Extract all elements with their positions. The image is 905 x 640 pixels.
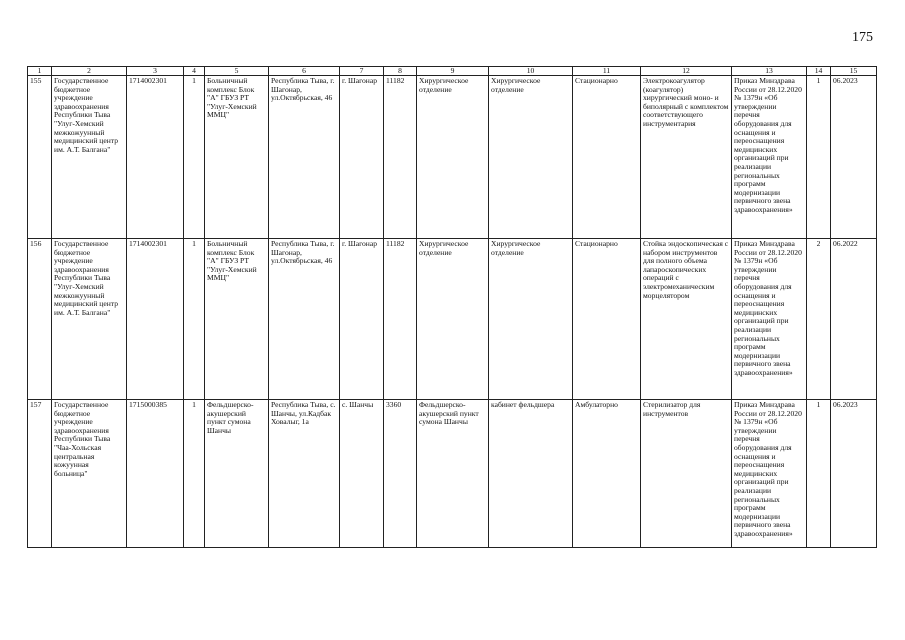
care-type-cell: Амбулаторно: [573, 400, 641, 548]
address-cell: Республика Тыва, г. Шагонар, ул.Октябрьская, 46: [269, 239, 340, 400]
organization-cell: Государственное бюджетное учреждение здравоохранения Республики Тыва "Улуг-Хемский межкожуунный медицинский центр им. А.Т. Балгана": [52, 239, 127, 400]
column-number: 7: [340, 67, 384, 76]
date-cell: 06.2023: [831, 400, 877, 548]
code-cell: 1714002301: [127, 76, 184, 239]
quantity-cell: 2: [807, 239, 831, 400]
column-number: 5: [205, 67, 269, 76]
col4-cell: 1: [184, 400, 205, 548]
date-cell: 06.2023: [831, 76, 877, 239]
equipment-cell: Стойка эндоскопическая с набором инструментов для полного объема лапароскопических операций с электромеханическим морцелятором: [641, 239, 732, 400]
col4-cell: 1: [184, 76, 205, 239]
column-number: 4: [184, 67, 205, 76]
department-cell: Хирургическое отделение: [417, 239, 489, 400]
column-number: 9: [417, 67, 489, 76]
date-cell: 06.2022: [831, 239, 877, 400]
column-number: 10: [489, 67, 573, 76]
row-number-cell: 157: [28, 400, 52, 548]
column-number: 8: [384, 67, 417, 76]
code-cell: 1715000385: [127, 400, 184, 548]
equipment-cell: Стерилизатор для инструментов: [641, 400, 732, 548]
city-cell: г. Шагонар: [340, 239, 384, 400]
column-number: 1: [28, 67, 52, 76]
care-type-cell: Стационарно: [573, 76, 641, 239]
order-cell: Приказ Минздрава России от 28.12.2020 № 1379н «Об утверждении перечня оборудования для оснащения и переоснащения медицинских организаций при реализации региональных программ модернизации первичного звена здравоохранения»: [732, 400, 807, 548]
city-cell: с. Шанчы: [340, 400, 384, 548]
department-cell: Фельдшерско-акушерский пункт сумона Шанчы: [417, 400, 489, 548]
address-cell: Республика Тыва, с. Шанчы, ул.Кадбак Ховалыг, 1а: [269, 400, 340, 548]
column-number: 3: [127, 67, 184, 76]
column-number: 15: [831, 67, 877, 76]
table-row: [28, 400, 877, 548]
column-number: 13: [732, 67, 807, 76]
quantity-cell: 1: [807, 76, 831, 239]
postcode-cell: 11182: [384, 76, 417, 239]
column-number: 6: [269, 67, 340, 76]
order-cell: Приказ Минздрава России от 28.12.2020 № 1379н «Об утверждении перечня оборудования для оснащения и переоснащения медицинских организаций при реализации региональных программ модернизации первичного звена здравоохранения»: [732, 239, 807, 400]
building-cell: Больничный комплекс Блок "А" ГБУЗ РТ "Улуг-Хемский ММЦ": [205, 239, 269, 400]
postcode-cell: 11182: [384, 239, 417, 400]
equipment-registry-table: [27, 66, 877, 548]
organization-cell: Государственное бюджетное учреждение здравоохранения Республики Тыва "Улуг-Хемский межкожуунный медицинский центр им. А.Т. Балгана": [52, 76, 127, 239]
column-number: 14: [807, 67, 831, 76]
care-type-cell: Стационарно: [573, 239, 641, 400]
col4-cell: 1: [184, 239, 205, 400]
row-number-cell: 155: [28, 76, 52, 239]
column-number: 11: [573, 67, 641, 76]
quantity-cell: 1: [807, 400, 831, 548]
city-cell: г. Шагонар: [340, 76, 384, 239]
column-number: 2: [52, 67, 127, 76]
building-cell: Больничный комплекс Блок "А" ГБУЗ РТ "Улуг-Хемский ММЦ": [205, 76, 269, 239]
unit-cell: Хирургическое отделение: [489, 76, 573, 239]
department-cell: Хирургическое отделение: [417, 76, 489, 239]
code-cell: 1714002301: [127, 239, 184, 400]
unit-cell: кабинет фельдшера: [489, 400, 573, 548]
building-cell: Фельдшерско-акушерский пункт сумона Шанчы: [205, 400, 269, 548]
page-number: 175: [852, 30, 873, 45]
address-cell: Республика Тыва, г. Шагонар, ул.Октябрьская, 46: [269, 76, 340, 239]
equipment-cell: Электрокоагулятор (коагулятор) хирургический моно- и биполярный с комплектом соответствующего инструментария: [641, 76, 732, 239]
unit-cell: Хирургическое отделение: [489, 239, 573, 400]
organization-cell: Государственное бюджетное учреждение здравоохранения Республики Тыва "Чаа-Хольская центральная кожуунная больница": [52, 400, 127, 548]
table-row: [28, 239, 877, 400]
row-number-cell: 156: [28, 239, 52, 400]
column-number-row: [28, 67, 877, 76]
postcode-cell: 3360: [384, 400, 417, 548]
column-number: 12: [641, 67, 732, 76]
order-cell: Приказ Минздрава России от 28.12.2020 № 1379н «Об утверждении перечня оборудования для оснащения и переоснащения медицинских организаций при реализации региональных программ модернизации первичного звена здравоохранения»: [732, 76, 807, 239]
table-row: [28, 76, 877, 239]
